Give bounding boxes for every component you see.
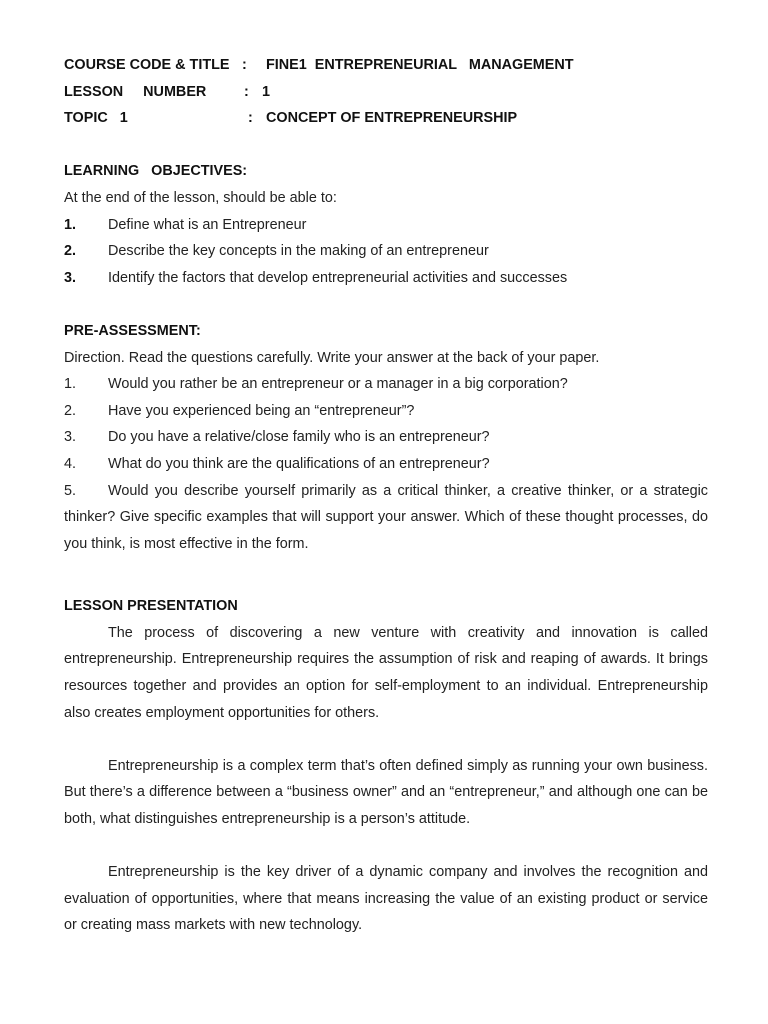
objective-text: Identify the factors that develop entrepreneurial activities and successes [108, 269, 568, 286]
lesson-colon: : [244, 83, 249, 100]
question-item [64, 371, 708, 398]
lesson-paragraph: The process of discovering a new venture with creativity and innovation is called entrepreneurship. Entrepreneurship requires the assumption of risk and reaping of awards. It brings resources together and provides an option for self-employment to an individual. Entrepreneurship also creates employment opportunities for others. [64, 624, 708, 721]
question-text: Would you describe yourself primarily as a critical thinker, a creative thinker, or a strategic thinker? Give specific examples that will support your answer. Which of these thought processes, do you think, is most effective in the form. [64, 482, 708, 552]
learning-objectives-heading: LEARNING OBJECTIVES: [64, 163, 248, 180]
pre-assessment-direction: Direction. Read the questions carefully. Write your answer at the back of your paper. [64, 349, 600, 366]
objective-number: 3. [64, 269, 77, 286]
course-value: FINE1 ENTREPRENEURIAL MANAGEMENT [266, 57, 574, 73]
objective-text: Describe the key concepts in the making of an entrepreneur [108, 243, 489, 260]
question-item [64, 424, 708, 451]
course-row [64, 52, 708, 79]
pre-assessment-heading: PRE-ASSESSMENT: [64, 322, 201, 339]
lesson-row [64, 79, 708, 106]
lesson-presentation-heading: LESSON PRESENTATION [64, 598, 238, 615]
lesson-paragraph: Entrepreneurship is a complex term that’s often defined simply as running your own business. But there’s a difference between a “business owner” and an “entrepreneur,” and although one can be both, what distinguishes entrepreneurship is a person’s attitude. [64, 757, 708, 828]
question-number: 1. [64, 376, 77, 393]
question-text: Would you rather be an entrepreneur or a manager in a big corporation? [108, 376, 568, 393]
spacer [64, 833, 708, 860]
learning-objectives-intro: At the end of the lesson, should be able to: [64, 189, 337, 206]
question-number: 3. [64, 429, 77, 446]
lesson-paragraph: Entrepreneurship is the key driver of a dynamic company and involves the recognition and evaluation of opportunities, where that means increasing the value of an existing product or service or creating mass markets with new technology. [64, 864, 708, 934]
question-number: 4. [64, 455, 77, 472]
spacer [64, 132, 708, 159]
course-label: COURSE CODE & TITLE [64, 57, 230, 73]
objective-number: 1. [64, 216, 77, 233]
question-text: What do you think are the qualifications of an entrepreneur? [108, 455, 490, 472]
objective-item [64, 265, 708, 292]
course-colon: : [242, 57, 247, 73]
objective-item [64, 238, 708, 265]
objective-number: 2. [64, 243, 77, 260]
question-item [64, 398, 708, 425]
spacer [64, 557, 708, 593]
question-number: 5. [64, 482, 77, 499]
objective-item [64, 212, 708, 239]
topic-value: CONCEPT OF ENTREPRENEURSHIP [266, 110, 518, 127]
topic-row [64, 105, 708, 132]
question-text: Have you experienced being an “entrepreneur”? [108, 402, 415, 419]
question-item [64, 451, 708, 478]
topic-colon: : [248, 110, 253, 127]
topic-label: TOPIC 1 [64, 110, 128, 127]
objective-text: Define what is an Entrepreneur [108, 216, 307, 233]
spacer [64, 291, 708, 318]
question-number: 2. [64, 402, 77, 419]
lesson-label: LESSON NUMBER [64, 83, 207, 100]
question-text: Do you have a relative/close family who is an entrepreneur? [108, 429, 490, 446]
spacer [64, 726, 708, 753]
document-page [64, 52, 708, 939]
question-item-5 [64, 478, 708, 558]
lesson-value: 1 [262, 83, 271, 100]
